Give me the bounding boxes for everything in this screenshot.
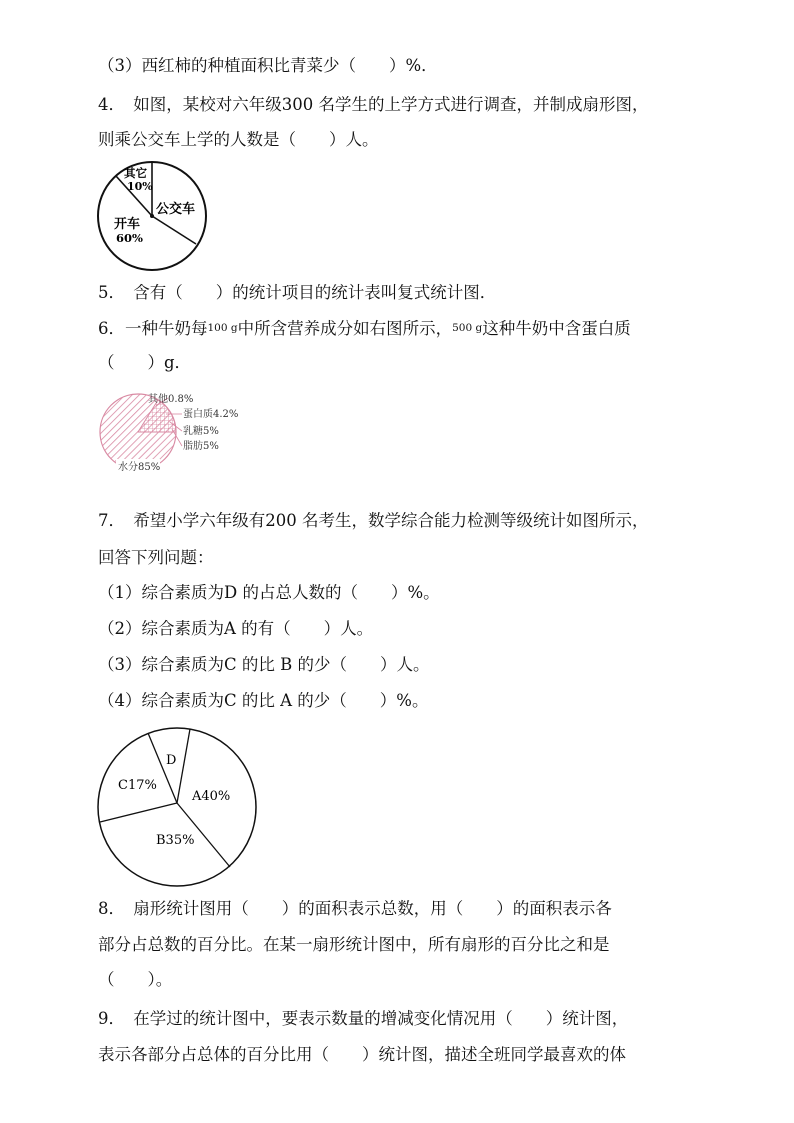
q6-text-b: 中所含营养成分如右图所示， xyxy=(237,319,453,338)
question-6-line-2: （ ）g． xyxy=(98,353,192,372)
pie-chart-grades xyxy=(96,726,258,888)
question-4-line-1: 4． 如图，某校对六年级300 名学生的上学方式进行调查，并制成扇形图， xyxy=(98,95,649,114)
pie-grades-label-c: C17% xyxy=(118,778,157,793)
question-8-line-2: 部分占总数的百分比。在某一扇形统计图中，所有扇形的百分比之和是 xyxy=(98,935,610,954)
pie-chart-milk xyxy=(96,388,266,484)
pie-commute-label-other: 其它 xyxy=(124,166,147,180)
question-6-line-1 xyxy=(98,317,631,340)
question-7-sub-3: （3）综合素质为C 的比 B 的少（ ）人。 xyxy=(98,655,430,674)
pie-grades-label-a: A40% xyxy=(192,789,231,804)
question-7-line-1: 7． 希望小学六年级有200 名考生，数学综合能力检测等级统计如图所示， xyxy=(98,511,649,530)
q6-unit-100g: 100 g xyxy=(207,322,238,334)
q6-text-a: 6．一种牛奶每 xyxy=(98,319,208,338)
pie-commute-center xyxy=(150,214,154,218)
question-9-line-2: 表示各部分占总体的百分比用（ ）统计图，描述全班同学最喜欢的体 xyxy=(98,1045,626,1064)
pie-milk-label-water: 水分85% xyxy=(118,462,161,473)
q6-text-c: 这种牛奶中含蛋白质 xyxy=(482,319,631,338)
pie-grades-label-d: D xyxy=(166,753,177,768)
pie-milk-label-protein: 蛋白质4.2% xyxy=(183,409,239,420)
question-3-sub-3: （3）西红柿的种植面积比青菜少（ ）%． xyxy=(98,56,438,75)
pie-commute-value-other: 10% xyxy=(127,180,153,193)
question-8-line-3: （ ）。 xyxy=(98,970,173,989)
pie-chart-commute xyxy=(96,160,208,272)
question-5: 5． 含有（ ）的统计项目的统计表叫复式统计图． xyxy=(98,283,497,302)
question-7-sub-1: （1）综合素质为D 的占总人数的（ ）%。 xyxy=(98,583,440,602)
question-7-sub-2: （2）综合素质为A 的有（ ）人。 xyxy=(98,619,374,638)
question-7-line-2: 回答下列问题： xyxy=(98,548,214,567)
pie-commute-label-bus: 公交车 xyxy=(156,202,196,217)
q6-unit-500g: 500 g xyxy=(452,322,483,334)
question-9-line-1: 9． 在学过的统计图中，要表示数量的增减变化情况用（ ）统计图， xyxy=(98,1009,629,1028)
question-8-line-1: 8． 扇形统计图用（ ）的面积表示总数，用（ ）的面积表示各 xyxy=(98,899,612,918)
pie-grades-label-b: B35% xyxy=(156,833,195,848)
pie-milk-label-fat: 脂肪5% xyxy=(183,441,219,452)
question-7-sub-4: （4）综合素质为C 的比 A 的少（ ）%。 xyxy=(98,691,429,710)
pie-grades-outline xyxy=(98,728,256,886)
pie-milk-label-lactose: 乳糖5% xyxy=(183,426,219,437)
pie-commute-value-car: 60% xyxy=(116,231,143,245)
pie-commute-label-car: 开车 xyxy=(114,217,141,232)
pie-milk-label-other: 其他0.8% xyxy=(148,394,194,405)
question-4-line-2: 则乘公交车上学的人数是（ ）人。 xyxy=(98,130,379,149)
